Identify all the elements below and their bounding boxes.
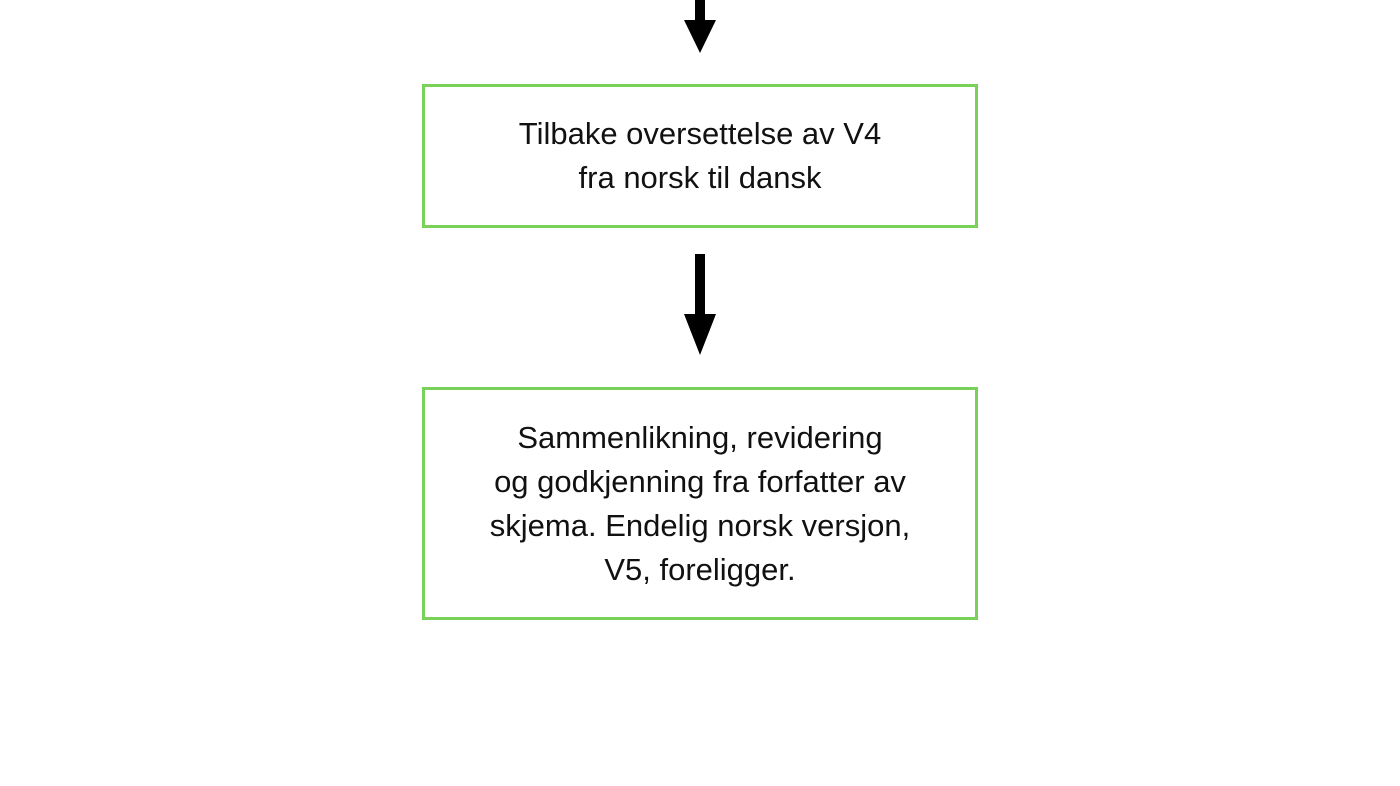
step-2-line-2: og godkjenning fra forfatter av <box>494 463 906 499</box>
step-1-line-1: Tilbake oversettelse av V4 <box>518 116 882 151</box>
step-2-line-3: skjema. Endelig norsk versjon, <box>489 507 911 543</box>
step-2-line-1: Sammenlikning, revidering <box>517 419 883 455</box>
step-1-line-2: fra norsk til dansk <box>578 160 822 195</box>
flow-step-back-translation <box>422 84 978 228</box>
arrow-down-1-2 <box>684 254 716 355</box>
arrow-incoming-shape <box>684 0 716 53</box>
step-2-line-4: V5, foreligger. <box>604 551 796 587</box>
flow-step-comparison-approval <box>422 387 978 620</box>
